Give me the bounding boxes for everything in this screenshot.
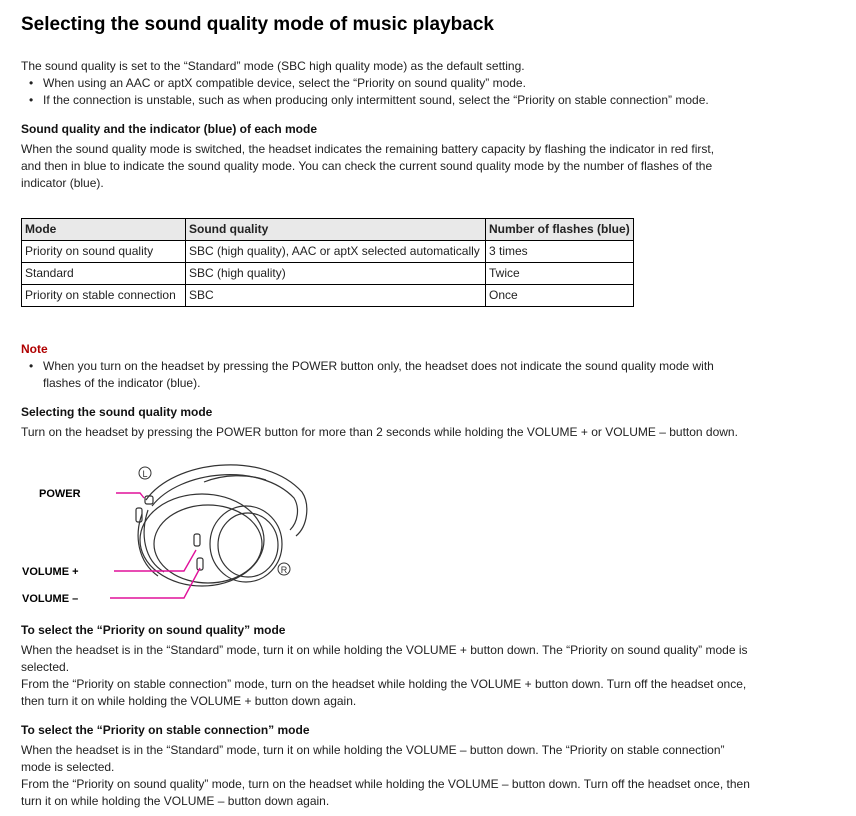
indicator-section bbox=[21, 121, 733, 192]
list-item: • When you turn on the headset by pressing the POWER button only, the headset does not indicate the sound quality mode with flashes of the indicator (blue). bbox=[43, 358, 733, 392]
section-body: From the “Priority on sound quality” mode, turn on the headset while holding the VOLUME – button down. Turn off the headset once, then turn it on while holding the VOLUME – button down again. bbox=[21, 777, 750, 808]
mode-table bbox=[21, 218, 634, 307]
section-heading: Selecting the sound quality mode bbox=[21, 405, 213, 419]
column-header: Number of flashes (blue) bbox=[486, 219, 634, 241]
volume-plus-label: VOLUME + bbox=[22, 566, 79, 578]
mode-table-wrap bbox=[21, 218, 634, 307]
section-body: When the headset is in the “Standard” mode, turn it on while holding the VOLUME – button down. The “Priority on stable connection” mode is selected. bbox=[21, 743, 725, 774]
stable-priority-section bbox=[21, 722, 751, 810]
intro-text: The sound quality is set to the “Standard” mode (SBC high quality mode) as the default setting. bbox=[21, 59, 525, 73]
column-header: Mode bbox=[22, 219, 186, 241]
section-body: Turn on the headset by pressing the POWER button for more than 2 seconds while holding the VOLUME + or VOLUME – button down. bbox=[21, 425, 738, 439]
section-heading: Sound quality and the indicator (blue) of each mode bbox=[21, 122, 318, 136]
table-cell: SBC (high quality), AAC or aptX selected automatically bbox=[186, 241, 486, 263]
section-body: When the headset is in the “Standard” mode, turn it on while holding the VOLUME + button down. The “Priority on sound quality” mode is selected. bbox=[21, 643, 748, 674]
note-label: Note bbox=[21, 342, 48, 356]
section-heading: To select the “Priority on sound quality” mode bbox=[21, 623, 286, 637]
selecting-section bbox=[21, 404, 761, 441]
table-cell: Once bbox=[486, 285, 634, 307]
table-row bbox=[22, 285, 634, 307]
list-item: • When using an AAC or aptX compatible device, select the “Priority on sound quality” mode. bbox=[43, 75, 751, 92]
table-row bbox=[22, 241, 634, 263]
intro-block bbox=[21, 58, 751, 109]
table-cell: SBC bbox=[186, 285, 486, 307]
power-callout-line bbox=[116, 493, 144, 498]
list-item: • If the connection is unstable, such as when producing only intermittent sound, select the “Priority on stable connection” mode. bbox=[43, 92, 751, 109]
table-cell: SBC (high quality) bbox=[186, 263, 486, 285]
left-mark-label: L bbox=[142, 469, 148, 479]
section-body: From the “Priority on stable connection” mode, turn on the headset while holding the VOLUME + button down. Turn off the headset once, then turn it on while holding the VOLUME + button down again. bbox=[21, 677, 747, 708]
table-cell: Twice bbox=[486, 263, 634, 285]
volume-minus-callout-line bbox=[110, 568, 200, 598]
table-row bbox=[22, 263, 634, 285]
right-mark-label: R bbox=[280, 565, 288, 575]
table-header-row bbox=[22, 219, 634, 241]
column-header: Sound quality bbox=[186, 219, 486, 241]
section-body: When the sound quality mode is switched, the headset indicates the remaining battery capacity by flashing the indicator in red first, and then in blue to indicate the sound quality mode. You can check the current sound quality mode by the number of flashes of the indicator (blue). bbox=[21, 142, 715, 190]
page-title: Selecting the sound quality mode of music playback bbox=[21, 14, 494, 35]
intro-bullet-list bbox=[21, 75, 751, 109]
power-label: POWER bbox=[39, 488, 81, 500]
section-heading: To select the “Priority on stable connection” mode bbox=[21, 723, 310, 737]
headset-diagram bbox=[22, 452, 324, 612]
note-block bbox=[21, 341, 733, 392]
volume-minus-label: VOLUME – bbox=[22, 593, 79, 605]
sound-priority-section bbox=[21, 622, 751, 710]
table-cell: Standard bbox=[22, 263, 186, 285]
table-cell: Priority on stable connection bbox=[22, 285, 186, 307]
table-cell: Priority on sound quality bbox=[22, 241, 186, 263]
headset-illustration bbox=[34, 452, 324, 612]
note-list bbox=[21, 358, 733, 392]
table-cell: 3 times bbox=[486, 241, 634, 263]
